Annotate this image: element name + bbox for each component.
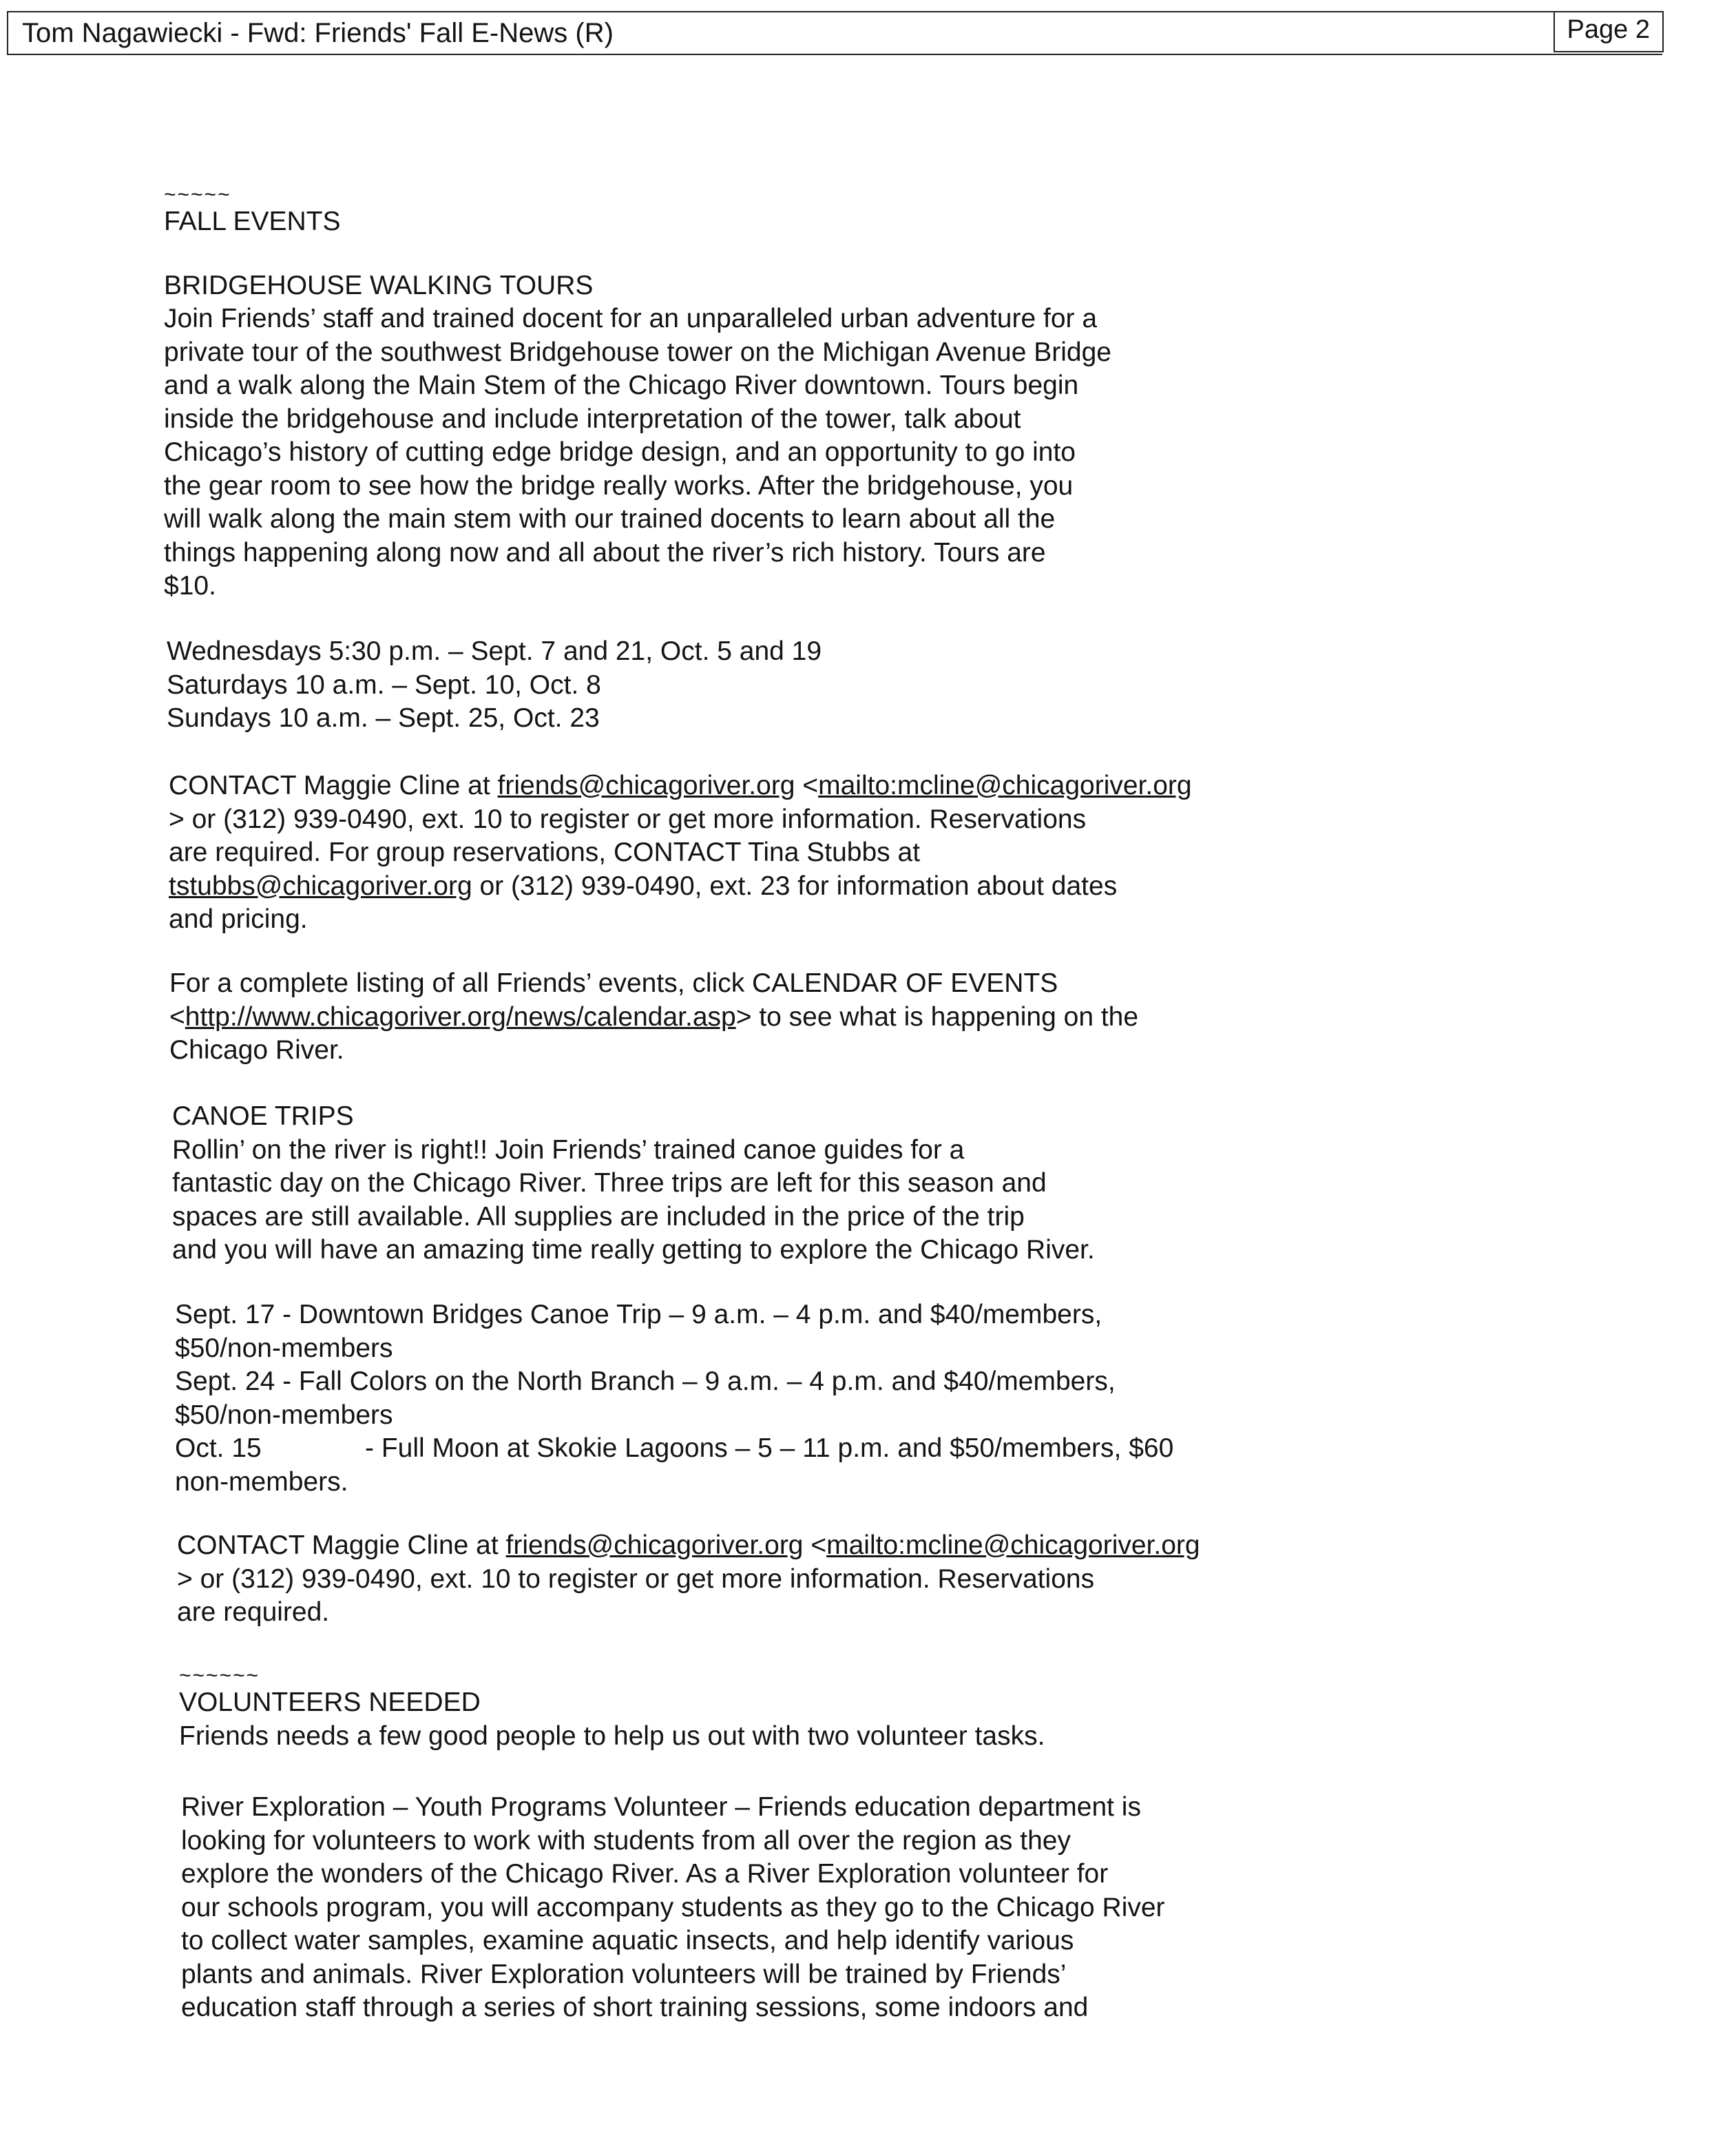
calendar-line: <http://www.chicagoriver.org/news/calendar.asp> to see what is happening on the: [169, 1001, 1139, 1032]
contact-line: CONTACT Maggie Cline at friends@chicagoriver.org <mailto:mcline@chicagoriver.org: [177, 1530, 1200, 1560]
message-header-bar: [7, 11, 1662, 55]
contact-line: are required.: [177, 1597, 330, 1627]
contact-line: CONTACT Maggie Cline at friends@chicagoriver.org <mailto:mcline@chicagoriver.org: [169, 771, 1192, 800]
bridgehouse-section: [164, 185, 1111, 603]
email-link[interactable]: friends@chicagoriver.org: [505, 1530, 804, 1560]
paragraph-line: fantastic day on the Chicago River. Three trips are left for this season and: [172, 1168, 1047, 1198]
paragraph-line: looking for volunteers to work with students from all over the region as they: [181, 1825, 1071, 1856]
trip-line: Sept. 17 - Downtown Bridges Canoe Trip – 9 a.m. – 4 p.m. and $40/members,: [175, 1300, 1102, 1329]
schedule-line: Saturdays 10 a.m. – Sept. 10, Oct. 8: [167, 669, 601, 700]
section-heading-volunteers: VOLUNTEERS NEEDED: [179, 1688, 481, 1717]
paragraph-line: and a walk along the Main Stem of the Chicago River downtown. Tours begin: [164, 371, 1079, 400]
paragraph-line: and you will have an amazing time really getting to explore the Chicago River.: [172, 1235, 1095, 1265]
mailto-link[interactable]: mailto:mcline@chicagoriver.org: [818, 771, 1192, 800]
section-separator: ~~~~~: [164, 183, 231, 206]
trip-line: $50/non-members: [175, 1400, 393, 1430]
schedule-line: Wednesdays 5:30 p.m. – Sept. 7 and 21, Oct. 5 and 19: [167, 636, 822, 666]
trip-line: Sept. 24 - Fall Colors on the North Branch – 9 a.m. – 4 p.m. and $40/members,: [175, 1367, 1116, 1396]
email-link[interactable]: tstubbs@chicagoriver.org: [169, 871, 472, 901]
tour-schedule: [167, 635, 822, 736]
paragraph-line: Join Friends’ staff and trained docent for an unparalleled urban adventure for a: [164, 304, 1098, 333]
trip-line: Oct. 15 - Full Moon at Skokie Lagoons – 5 – 11 p.m. and $50/members, $60: [175, 1432, 1173, 1466]
trip-line: non-members.: [175, 1466, 348, 1497]
paragraph-line: private tour of the southwest Bridgehouse tower on the Michigan Avenue Bridge: [164, 337, 1111, 367]
canoe-trip-list: [175, 1298, 1173, 1499]
paragraph-line: explore the wonders of the Chicago River. As a River Exploration volunteer for: [181, 1859, 1109, 1889]
paragraph-line: inside the bridgehouse and include interpretation of the tower, talk about: [164, 404, 1021, 434]
paragraph-line: plants and animals. River Exploration volunteers will be trained by Friends’: [181, 1959, 1067, 1989]
trip-line: $50/non-members: [175, 1333, 393, 1363]
paragraph-line: our schools program, you will accompany students as they go to the Chicago River: [181, 1892, 1165, 1922]
page-number: Page 2: [1554, 11, 1664, 52]
contact-line: and pricing.: [169, 904, 308, 934]
paragraph-line: $10.: [164, 571, 216, 601]
calendar-line: Chicago River.: [169, 1035, 344, 1065]
volunteer-description: [181, 1791, 1165, 2025]
canoe-contact: [177, 1529, 1200, 1630]
paragraph-line: to collect water samples, examine aquatic insects, and help identify various: [181, 1926, 1074, 1955]
message-title: Tom Nagawiecki - Fwd: Friends' Fall E-News (R): [22, 18, 614, 48]
paragraph-line: River Exploration – Youth Programs Volunteer – Friends education department is: [181, 1792, 1141, 1822]
paragraph-line: Friends needs a few good people to help us out with two volunteer tasks.: [179, 1721, 1045, 1751]
calendar-link[interactable]: http://www.chicagoriver.org/news/calendar.asp: [185, 1001, 736, 1032]
bridgehouse-contact: [169, 769, 1192, 937]
trip-date: Oct. 15: [175, 1433, 262, 1463]
mailto-link[interactable]: mailto:mcline@chicagoriver.org: [826, 1530, 1200, 1560]
contact-line: are required. For group reservations, CONTACT Tina Stubbs at: [169, 838, 921, 867]
calendar-line: For a complete listing of all Friends’ events, click CALENDAR OF EVENTS: [169, 968, 1058, 998]
subheading-canoe-trips: CANOE TRIPS: [172, 1101, 354, 1131]
calendar-paragraph: [169, 967, 1138, 1068]
schedule-line: Sundays 10 a.m. – Sept. 25, Oct. 23: [167, 703, 600, 733]
paragraph-line: things happening along now and all about the river’s rich history. Tours are: [164, 537, 1046, 568]
paragraph-line: will walk along the main stem with our trained docents to learn about all the: [164, 504, 1056, 534]
section-heading-fall-events: FALL EVENTS: [164, 207, 341, 236]
section-separator: ~~~~~~: [179, 1664, 260, 1687]
paragraph-line: spaces are still available. All supplies are included in the price of the trip: [172, 1201, 1025, 1232]
paragraph-line: Rollin’ on the river is right!! Join Friends’ trained canoe guides for a: [172, 1134, 965, 1165]
paragraph-line: Chicago’s history of cutting edge bridge design, and an opportunity to go into: [164, 437, 1076, 467]
contact-line: tstubbs@chicagoriver.org or (312) 939-0490, ext. 23 for information about dates: [169, 871, 1118, 901]
volunteers-section: [179, 1665, 1045, 1753]
subheading-bridgehouse: BRIDGEHOUSE WALKING TOURS: [164, 270, 594, 300]
contact-line: > or (312) 939-0490, ext. 10 to register or get more information. Reservations: [169, 804, 1087, 834]
paragraph-line: the gear room to see how the bridge really works. After the bridgehouse, you: [164, 470, 1074, 501]
canoe-section: [172, 1100, 1095, 1267]
paragraph-line: education staff through a series of short training sessions, some indoors and: [181, 1993, 1089, 2022]
contact-line: > or (312) 939-0490, ext. 10 to register or get more information. Reservations: [177, 1564, 1095, 1594]
email-link[interactable]: friends@chicagoriver.org: [497, 771, 795, 800]
